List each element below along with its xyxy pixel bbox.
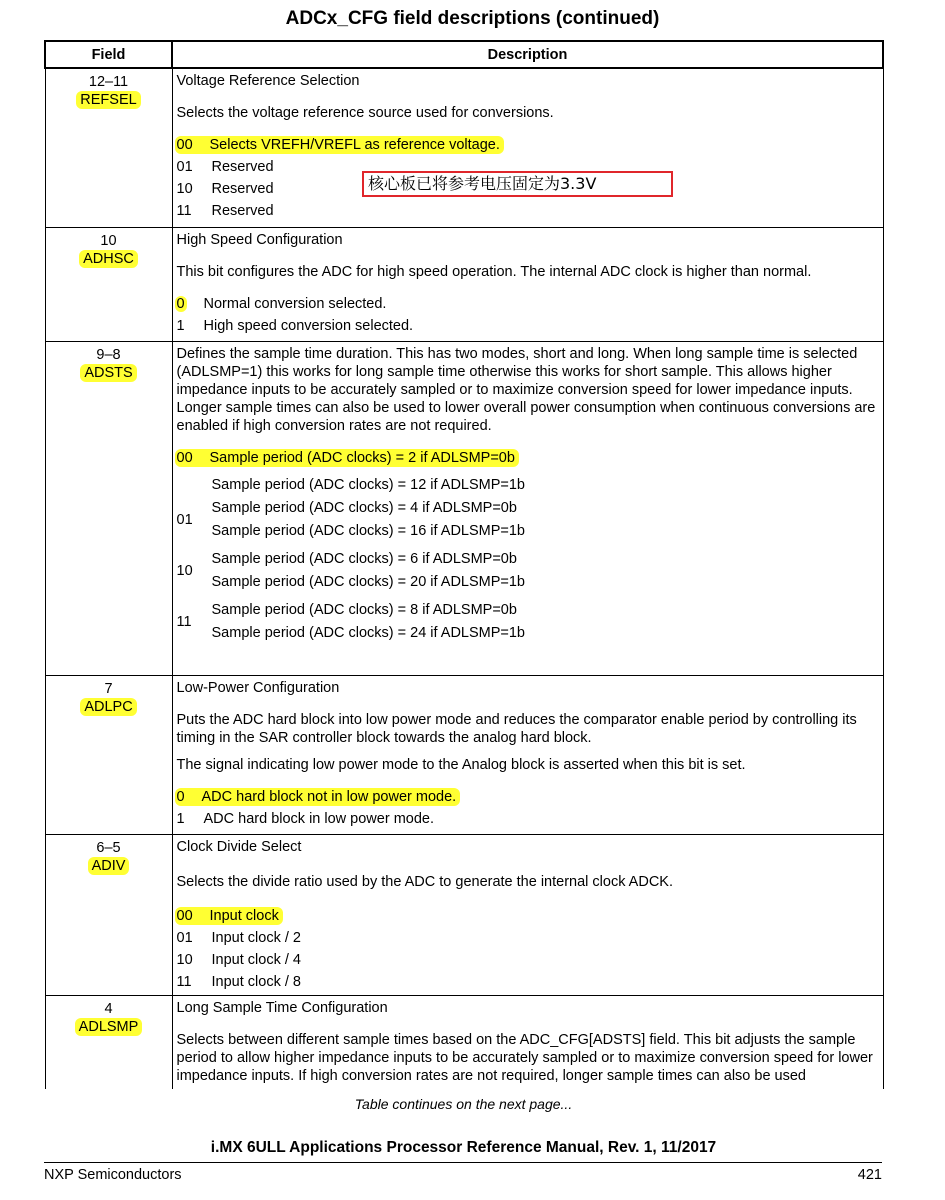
footer-vendor: NXP Semiconductors xyxy=(44,1167,182,1183)
field-bits: 9–8 xyxy=(96,347,121,363)
header-field: Field xyxy=(45,41,172,68)
header-description: Description xyxy=(172,41,883,68)
description-cell xyxy=(172,228,883,342)
field-description: Puts the ADC hard block into low power mode and reduces the comparator enable period by controlling its timing in the SAR controller block towards the analog hard block. xyxy=(176,712,857,746)
table-row-adhsc xyxy=(45,228,883,342)
option-row: 11 Reserved xyxy=(176,203,274,219)
field-name: ADSTS xyxy=(80,364,136,382)
page-title: ADCx_CFG field descriptions (continued) xyxy=(285,8,660,29)
option-row: 1 ADC hard block in low power mode. xyxy=(176,811,434,827)
field-name: ADLSMP xyxy=(75,1018,143,1036)
field-description-table xyxy=(44,40,884,1089)
option-row: 01 Input clock / 2 xyxy=(176,930,301,946)
field-bits: 12–11 xyxy=(88,74,129,90)
field-bits: 7 xyxy=(104,681,113,697)
field-bits: 4 xyxy=(104,1001,113,1017)
field-cell xyxy=(45,996,172,1090)
field-heading: Voltage Reference Selection xyxy=(176,73,360,89)
field-description: Selects between different sample times based on the ADC_CFG[ADSTS] field. This bit adjusts the sample period to allow higher impedance inputs to be accurately sampled or to maximize conversion speed for lower impedance inputs. If high conversion rates are not required, longer sample times can also be used xyxy=(176,1032,873,1084)
option-row xyxy=(177,788,879,806)
table-row-adlsmp xyxy=(45,996,883,1090)
highlight: 00 Sample period (ADC clocks) = 2 if ADLSMP=0b xyxy=(175,449,519,467)
field-name: REFSEL xyxy=(76,91,140,109)
description-cell xyxy=(172,835,883,996)
option-row: 11 Input clock / 8 xyxy=(176,974,301,990)
option-row: 1 High speed conversion selected. xyxy=(176,318,414,334)
option-row: 01 Reserved xyxy=(176,159,274,175)
field-bits: 6–5 xyxy=(96,840,121,856)
field-cell xyxy=(45,835,172,996)
option-row xyxy=(177,136,879,154)
field-name: ADLPC xyxy=(80,698,136,716)
highlight: 0 ADC hard block not in low power mode. xyxy=(175,788,461,806)
table-row-refsel xyxy=(45,68,883,228)
annotation-box: 核心板已将参考电压固定为3.3V xyxy=(362,171,673,197)
highlight: 00 Input clock xyxy=(175,907,283,925)
field-name: ADHSC xyxy=(79,250,138,268)
page-number: 421 xyxy=(857,1167,882,1183)
option-row: Sample period (ADC clocks) = 12 if ADLSMP=1b xyxy=(211,477,525,493)
footer-divider xyxy=(44,1162,882,1163)
field-heading: Clock Divide Select xyxy=(176,839,302,855)
table-header-row xyxy=(45,41,883,68)
field-cell xyxy=(45,342,172,676)
option-row xyxy=(177,449,879,467)
field-heading: High Speed Configuration xyxy=(176,232,343,248)
description-cell xyxy=(172,342,883,676)
manual-title: i.MX 6ULL Applications Processor Reference Manual, Rev. 1, 11/2017 xyxy=(210,1139,717,1156)
option-row: 10 Sample period (ADC clocks) = 6 if ADLSMP=0b Sample period (ADC clocks) = 20 if ADLSMP=1b xyxy=(176,551,525,590)
table-row-adiv xyxy=(45,835,883,996)
highlight: 0 xyxy=(176,296,185,312)
highlight: 00 Selects VREFH/VREFL as reference voltage. xyxy=(175,136,504,154)
table-row-adlpc xyxy=(45,676,883,835)
option-row: 0 Normal conversion selected. xyxy=(176,296,387,312)
field-description: Selects the voltage reference source used for conversions. xyxy=(176,105,554,121)
description-cell xyxy=(172,68,883,228)
field-cell xyxy=(45,68,172,228)
field-heading: Low-Power Configuration xyxy=(176,680,340,696)
field-description: Defines the sample time duration. This has two modes, short and long. When long sample time is selected (ADLSMP=1) this works for long sample time otherwise this works for short sample. This allows higher impedance inputs to be accurately sampled or to maximize conversion speed for lower impedance inputs. Longer sample times can also be used to lower overall power consumption when continuous conversions are enabled if high conversion rates are not required. xyxy=(176,346,876,434)
field-cell xyxy=(45,676,172,835)
option-row: 10 Reserved xyxy=(176,181,274,197)
field-description: This bit configures the ADC for high speed operation. The internal ADC clock is higher than normal. xyxy=(176,264,812,280)
field-heading: Long Sample Time Configuration xyxy=(176,1000,388,1016)
option-row: 01 Sample period (ADC clocks) = 4 if ADLSMP=0b Sample period (ADC clocks) = 16 if ADLSMP=1b xyxy=(176,500,525,539)
field-description: The signal indicating low power mode to the Analog block is asserted when this bit is set. xyxy=(176,757,746,773)
table-continues-note: Table continues on the next page... xyxy=(354,1096,573,1112)
field-cell xyxy=(45,228,172,342)
option-row: 10 Input clock / 4 xyxy=(176,952,301,968)
field-bits: 10 xyxy=(100,233,117,249)
option-row xyxy=(177,907,879,925)
field-name: ADIV xyxy=(88,857,130,875)
description-cell xyxy=(172,996,883,1090)
field-description: Selects the divide ratio used by the ADC to generate the internal clock ADCK. xyxy=(176,874,673,890)
table-row-adsts xyxy=(45,342,883,676)
option-row: 11 Sample period (ADC clocks) = 8 if ADLSMP=0b Sample period (ADC clocks) = 24 if ADLSMP=1b xyxy=(176,602,525,641)
description-cell xyxy=(172,676,883,835)
